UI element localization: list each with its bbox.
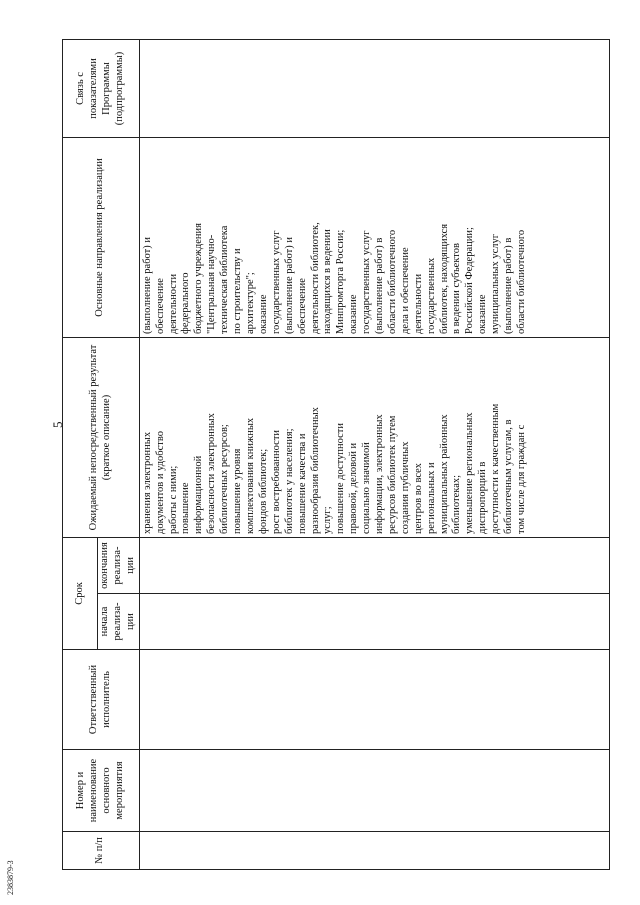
- header-term-end: окончания реализа- ции: [98, 537, 140, 593]
- text-line: повышение доступности: [335, 423, 347, 534]
- text-line: оказание: [477, 294, 489, 334]
- text-line: разнообразия библиотечных: [309, 407, 321, 534]
- text-line: фондов библиотек;: [257, 448, 269, 534]
- text-line: Российской Федерации;: [464, 227, 476, 334]
- text-line: деятельности библиотек,: [309, 222, 321, 334]
- text-line: бюджетного учреждения: [193, 223, 205, 334]
- text-line: услуг;: [322, 506, 334, 534]
- text-line: информации, электронных: [374, 414, 386, 534]
- text-line: повышение: [180, 482, 192, 534]
- text-line: государственных услуг: [361, 230, 373, 334]
- table-row: [139, 39, 609, 869]
- text-line: (выполнение работ) в: [503, 237, 515, 334]
- text-line: архитектуре";: [244, 272, 256, 334]
- text-line: повышение уровня: [232, 448, 244, 534]
- cell-event: [139, 750, 609, 832]
- text-line: по строительству и: [232, 248, 244, 334]
- text-line: доступности к качественным: [490, 403, 502, 534]
- text-line: повышение качества и: [296, 433, 308, 534]
- cell-num: [139, 832, 609, 870]
- text-line: документов и удобство: [154, 430, 166, 534]
- text-line: государственных услуг: [270, 230, 282, 334]
- text-line: оказание: [348, 294, 360, 334]
- cell-term-start: [139, 594, 609, 650]
- cell-relation: [139, 39, 609, 137]
- text-line: оказание: [257, 294, 269, 334]
- plan-table: [62, 39, 610, 870]
- text-line: техническая библиотека: [219, 225, 231, 334]
- text-line: федерального: [180, 272, 192, 334]
- header-num: № п/п: [63, 832, 140, 870]
- text-line: обеспечение: [154, 278, 166, 334]
- text-line: Минпромторга России;: [335, 229, 347, 334]
- text-line: области библиотечного: [386, 229, 398, 334]
- text-line: области библиотечного: [516, 229, 527, 334]
- text-line: комплектования книжных: [244, 417, 256, 534]
- text-line: диспропорций в: [477, 461, 489, 534]
- header-executor: Ответственный исполнитель: [63, 650, 140, 750]
- text-line: (выполнение работ) в: [374, 237, 386, 334]
- cell-result: [139, 337, 609, 537]
- header-directions: Основные направления реализации: [63, 137, 140, 337]
- header-event: Номер и наименование основного мероприятия: [63, 750, 140, 832]
- cell-directions: [139, 137, 609, 337]
- text-line: ресурсов библиотек путем: [386, 415, 398, 534]
- cell-executor: [139, 650, 609, 750]
- text-line: дела и обеспечение: [399, 247, 411, 334]
- text-line: находящихся в ведении: [322, 229, 334, 334]
- text-line: (выполнение работ) и: [141, 237, 153, 334]
- text-line: хранения электронных: [141, 431, 153, 534]
- header-term-start: начала реализа- ции: [98, 594, 140, 650]
- text-line: библиотечных ресурсов;: [219, 424, 231, 534]
- text-line: деятельности: [167, 273, 179, 334]
- text-line: обеспечение: [296, 278, 308, 334]
- header-relation: Связь с показателями Программы (подпрограммы): [63, 39, 140, 137]
- text-line: библиотек у населения;: [283, 428, 295, 534]
- text-line: том числе для граждан с: [516, 424, 527, 534]
- text-line: библиотечным услугам, в: [503, 419, 515, 534]
- text-line: государственных: [425, 257, 437, 334]
- text-line: деятельности: [412, 273, 424, 334]
- text-line: информационной: [193, 455, 205, 534]
- text-line: муниципальных районных: [438, 414, 450, 534]
- text-line: "Центральная научно-: [206, 234, 218, 334]
- text-line: библиотеках;: [451, 474, 463, 534]
- text-line: рост востребованности: [270, 429, 282, 534]
- text-line: региональных и: [425, 462, 437, 534]
- page-number: 5: [50, 421, 65, 428]
- text-line: муниципальных услуг: [490, 233, 502, 334]
- rotated-table-container: [62, 40, 622, 870]
- text-line: уменьшение региональных: [464, 412, 476, 534]
- header-term: Срок: [63, 537, 98, 649]
- text-line: правовой, деловой и: [348, 442, 360, 534]
- text-line: социально значимой: [361, 442, 373, 534]
- text-line: (выполнение работ) и: [283, 237, 295, 334]
- text-line: в ведении субъектов: [451, 243, 463, 334]
- text-line: библиотек, находящихся: [438, 223, 450, 334]
- text-line: центров во всех: [412, 463, 424, 534]
- text-line: безопасности электронных: [206, 413, 218, 534]
- text-line: создания публичных: [399, 441, 411, 534]
- document-code: 2383879-3: [6, 860, 15, 895]
- text-line: работы с ними;: [167, 465, 179, 534]
- cell-term-end: [139, 537, 609, 593]
- header-result: Ожидаемый непосредственный результат (краткое описание): [63, 337, 140, 537]
